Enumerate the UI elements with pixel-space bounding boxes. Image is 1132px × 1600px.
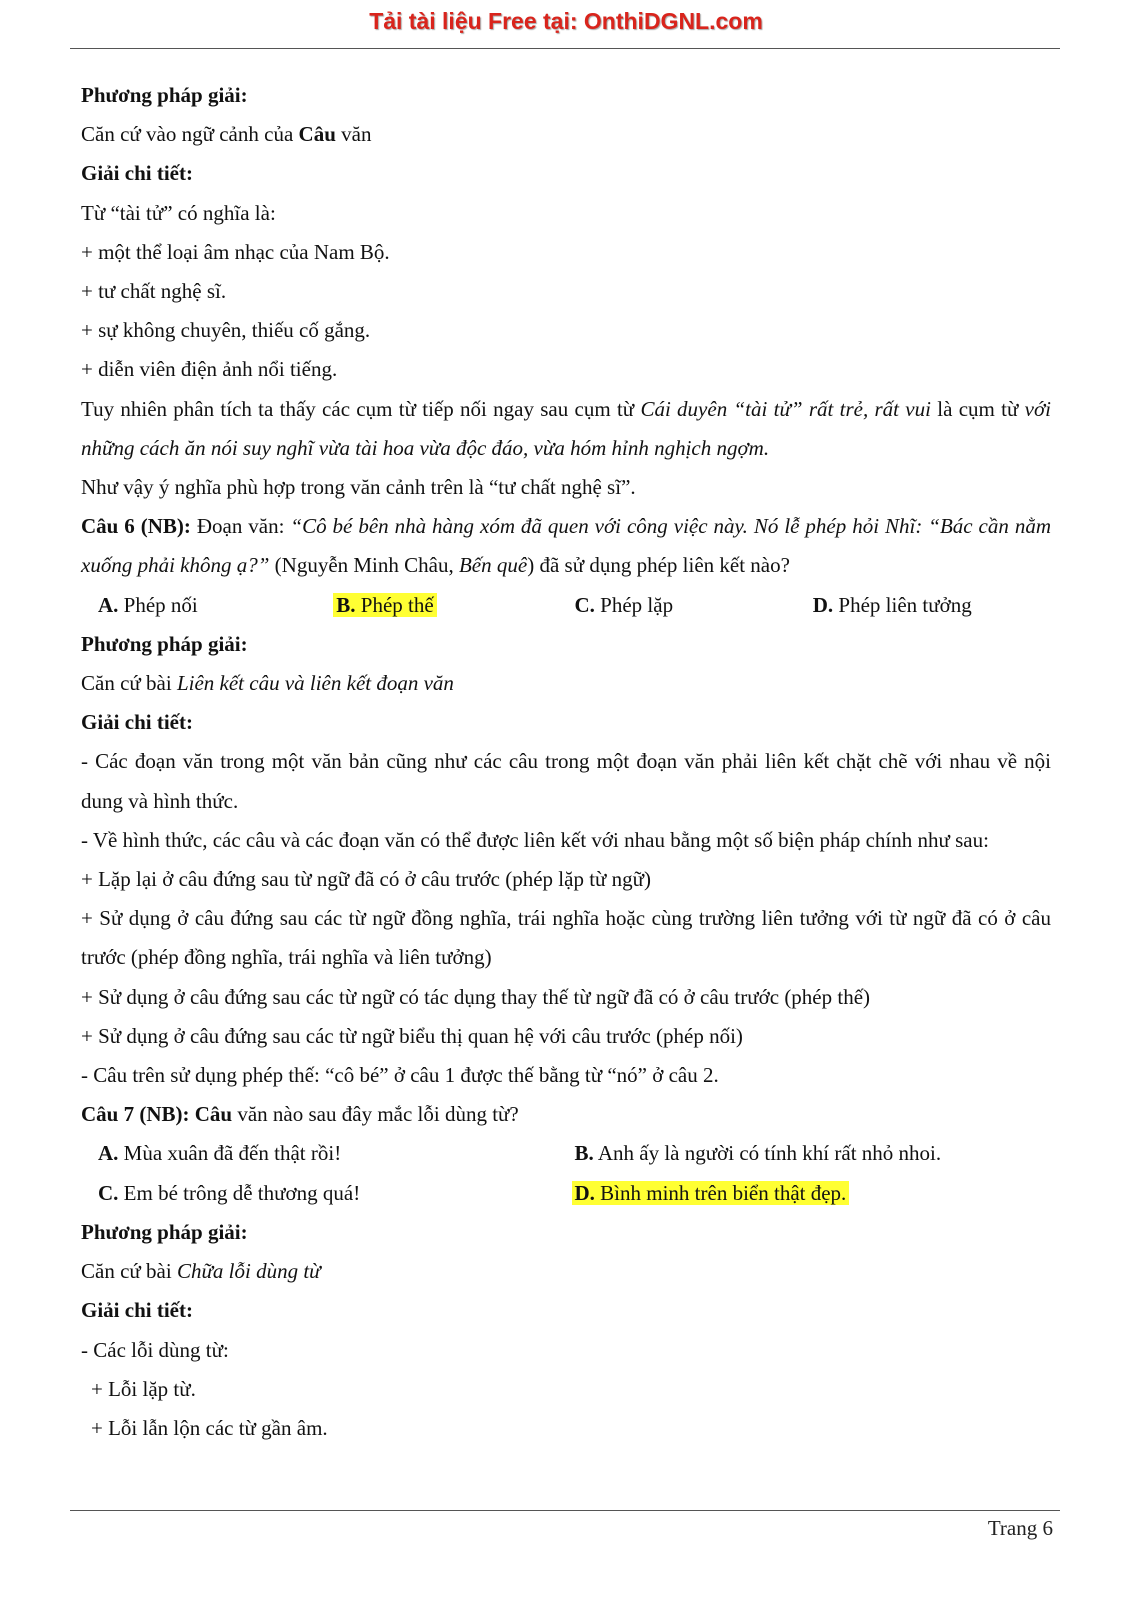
q5-line: + diễn viên điện ảnh nổi tiếng. bbox=[81, 357, 338, 382]
q5-method-heading: Phương pháp giải: bbox=[81, 83, 248, 107]
q7-line: + Lỗi lặp từ. bbox=[91, 1376, 196, 1401]
q6-option-c: C. Phép lặp bbox=[574, 592, 674, 617]
q7-method-heading: Phương pháp giải: bbox=[81, 1219, 248, 1244]
header-divider bbox=[70, 48, 1060, 49]
q7-method-text: Căn cứ bài Chữa lỗi dùng từ bbox=[81, 1259, 321, 1284]
q6-line: + Sử dụng ở câu đứng sau các từ ngữ biểu thị quan hệ với câu trước (phép nối) bbox=[81, 1023, 743, 1048]
q6-option-b bbox=[336, 586, 574, 625]
answer-highlight: D. Bình minh trên biển thật đẹp. bbox=[572, 1181, 850, 1205]
q7-options-row-2 bbox=[81, 1174, 1051, 1213]
q6-line: + Sử dụng ở câu đứng sau các từ ngữ đồng nghĩa, trái nghĩa hoặc cùng trường liên tưởng với từ ngữ đã có ở câu trước (phép đồng nghĩa, trái nghĩa và liên tưởng) bbox=[81, 906, 1051, 970]
q7-option-a: A. Mùa xuân đã đến thật rồi! bbox=[98, 1141, 342, 1166]
page-number: Trang 6 bbox=[987, 1516, 1053, 1540]
answer-highlight: B. Phép thế bbox=[333, 593, 436, 617]
q7-question: Câu 7 (NB): Câu văn nào sau đây mắc lỗi dùng từ? bbox=[81, 1102, 519, 1127]
q5-line: Từ “tài tử” có nghĩa là: bbox=[81, 200, 276, 225]
q7-option-d bbox=[575, 1174, 1052, 1213]
q6-method-heading: Phương pháp giải: bbox=[81, 631, 248, 656]
q6-line: - Các đoạn văn trong một văn bản cũng như các câu trong một đoạn văn phải liên kết chặt chẽ với nhau về nội dung và hình thức. bbox=[81, 749, 1051, 813]
q5-conclusion: Như vậy ý nghĩa phù hợp trong văn cảnh trên là “tư chất nghệ sĩ”. bbox=[81, 475, 636, 500]
q6-question: Câu 6 (NB): Đoạn văn: “Cô bé bên nhà hàng xóm đã quen với công việc này. Nó lễ phép hỏi Nhĩ: “Bác cần nằm xuống phải không ạ?” (Nguyễn Minh Châu, Bến quê) đã sử dụng phép liên kết nào? bbox=[81, 514, 1051, 578]
q6-method-text: Căn cứ bài Liên kết câu và liên kết đoạn văn bbox=[81, 671, 454, 696]
q6-detail-heading: Giải chi tiết: bbox=[81, 710, 193, 735]
q7-option-b: B. Anh ấy là người có tính khí rất nhỏ nhoi. bbox=[574, 1141, 942, 1166]
q5-line: + một thể loại âm nhạc của Nam Bộ. bbox=[81, 239, 390, 264]
q5-line: + tư chất nghệ sĩ. bbox=[81, 279, 227, 304]
q7-line: - Các lỗi dùng từ: bbox=[81, 1337, 229, 1362]
q6-line: + Sử dụng ở câu đứng sau các từ ngữ có tác dụng thay thế từ ngữ đã có ở câu trước (phép thế) bbox=[81, 984, 871, 1009]
document-body bbox=[81, 76, 1051, 1448]
q7-option-c: C. Em bé trông dễ thương quá! bbox=[98, 1180, 361, 1205]
site-banner: Tải tài liệu Free tại: OnthiDGNL.com bbox=[369, 8, 763, 34]
footer-divider bbox=[70, 1510, 1060, 1511]
q6-option-d: D. Phép liên tưởng bbox=[812, 592, 972, 617]
q5-analysis: Tuy nhiên phân tích ta thấy các cụm từ tiếp nối ngay sau cụm từ Cái duyên “tài tử” rất trẻ, rất vui là cụm từ với những cách ăn nói suy nghĩ vừa tài hoa vừa độc đáo, vừa hóm hỉnh nghịch ngợm. bbox=[81, 396, 1051, 460]
q5-line: + sự không chuyên, thiếu cố gắng. bbox=[81, 318, 371, 343]
q6-option-a: A. Phép nối bbox=[98, 592, 198, 617]
q6-line: - Câu trên sử dụng phép thế: “cô bé” ở câu 1 được thế bằng từ “nó” ở câu 2. bbox=[81, 1063, 719, 1088]
q6-line: + Lặp lại ở câu đứng sau từ ngữ đã có ở câu trước (phép lặp từ ngữ) bbox=[81, 867, 652, 892]
q6-line: - Về hình thức, các câu và các đoạn văn có thể được liên kết với nhau bằng một số biện pháp chính như sau: bbox=[81, 827, 989, 852]
q7-options-row-1 bbox=[81, 1134, 1051, 1173]
q7-line: + Lỗi lẫn lộn các từ gần âm. bbox=[91, 1415, 328, 1440]
q5-method-text: Căn cứ vào ngữ cảnh của Câu văn bbox=[81, 122, 372, 147]
q7-detail-heading: Giải chi tiết: bbox=[81, 1298, 193, 1323]
q5-detail-heading: Giải chi tiết: bbox=[81, 161, 193, 186]
q6-options bbox=[81, 586, 1051, 625]
